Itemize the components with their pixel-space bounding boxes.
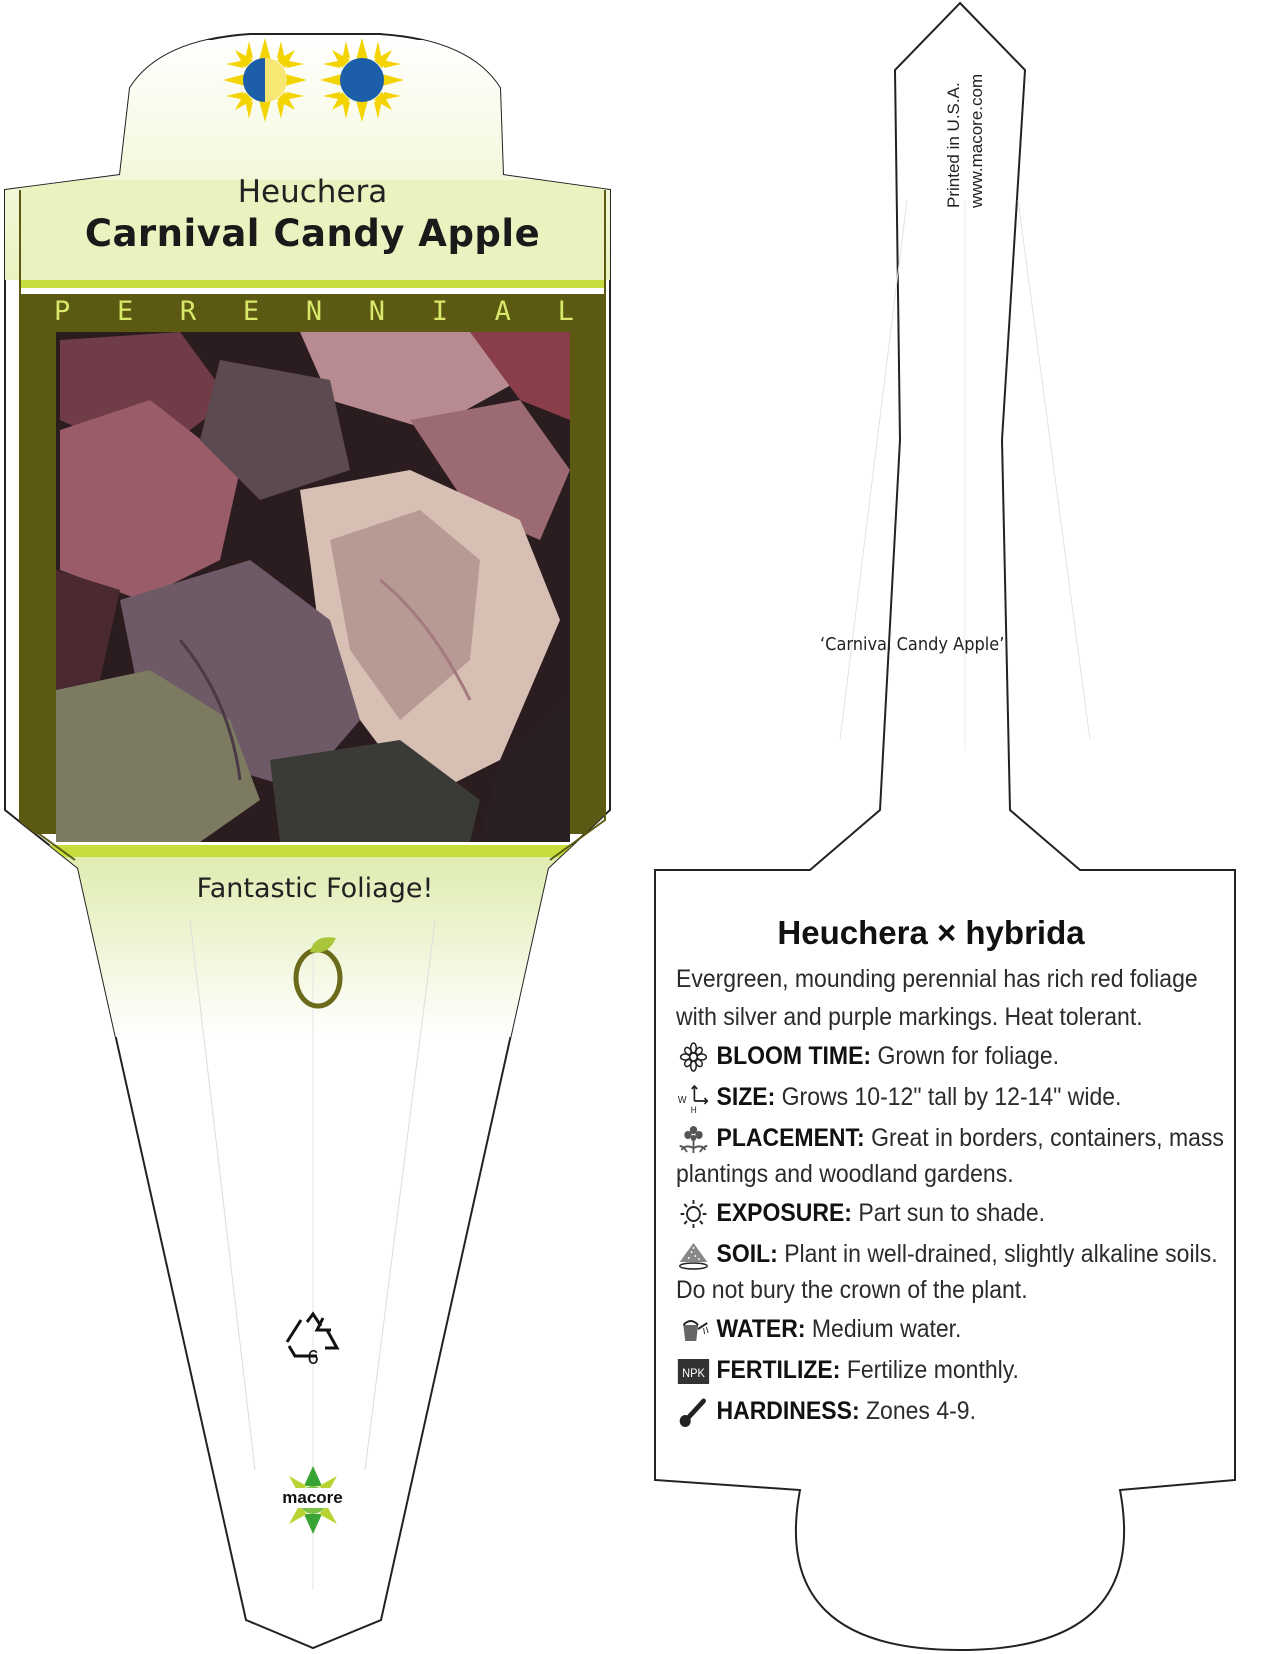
care-label: WATER: [716, 1315, 806, 1343]
common-name: Heuchera [237, 174, 388, 210]
placement-icon [676, 1124, 711, 1154]
care-text-continued: plantings and woodland gardens. [676, 1160, 1014, 1188]
category-letter: P [54, 296, 71, 327]
category-letter: N [368, 296, 386, 327]
care-text: Great in borders, containers, mass [871, 1124, 1224, 1152]
tagline: Fantastic Foliage! [196, 873, 434, 904]
category-letter: L [557, 296, 574, 327]
care-text: Zones 4-9. [866, 1397, 976, 1425]
size-w: W [677, 1095, 687, 1107]
website: www.macore.com [967, 73, 986, 208]
care-label: FERTILIZE: [716, 1356, 841, 1384]
care-label: BLOOM TIME: [716, 1042, 872, 1070]
recycle-code: 6 [307, 1347, 319, 1369]
size-icon [676, 1083, 711, 1113]
flower-icon [676, 1042, 711, 1072]
care-row-soil [676, 1234, 1219, 1275]
care-text: Grown for foliage. [877, 1042, 1060, 1070]
npk-icon [676, 1356, 711, 1386]
category-letter: R [179, 296, 197, 327]
care-row-placement [676, 1118, 1224, 1159]
care-row-exposure [676, 1193, 1219, 1234]
care-text: Medium water. [811, 1315, 962, 1343]
botanical-name: Heuchera × hybrida [777, 914, 1085, 951]
category-letter: N [305, 296, 323, 327]
care-row-size [676, 1077, 1219, 1118]
shade-icon [320, 38, 404, 122]
print-info [942, 74, 988, 208]
category-label [54, 296, 574, 327]
part-sun-icon [223, 38, 307, 122]
plant-photo [56, 332, 570, 842]
soil-icon [676, 1240, 711, 1270]
care-text: Fertilize monthly. [846, 1356, 1019, 1384]
cultivar-label: ‘Carnival Candy Apple’ [820, 634, 1005, 655]
care-text: Part sun to shade. [858, 1199, 1046, 1227]
size-h: H [690, 1105, 697, 1114]
care-label: SOIL: [716, 1240, 778, 1268]
care-row-hardiness [676, 1391, 1219, 1432]
watering-can-icon [676, 1315, 711, 1345]
care-text: Grows 10-12" tall by 12-14" wide. [781, 1083, 1122, 1111]
category-letter: A [494, 296, 511, 327]
care-text: Plant in well-drained, slightly alkaline soils. [784, 1240, 1218, 1268]
sun-icon [676, 1199, 711, 1229]
care-row-fertilize [676, 1350, 1219, 1391]
care-label: EXPOSURE: [716, 1199, 852, 1227]
category-letter: I [431, 296, 448, 327]
description: Evergreen, mounding perennial has rich red foliage with silver and purple markings. Heat tolerant. [676, 965, 1198, 1031]
care-text-continued: Do not bury the crown of the plant. [676, 1276, 1028, 1304]
care-label: SIZE: [716, 1083, 776, 1111]
care-info [676, 914, 1236, 1432]
cultivar-name: Carnival Candy Apple [84, 212, 541, 255]
care-label: PLACEMENT: [716, 1124, 865, 1152]
printed-in: Printed in U.S.A. [944, 82, 963, 208]
thermometer-icon [676, 1397, 711, 1427]
care-row-bloom [676, 1036, 1219, 1077]
care-row-water [676, 1309, 1219, 1350]
category-letter: E [242, 296, 260, 327]
brand-name: macore [282, 1488, 343, 1507]
category-letter: E [116, 296, 134, 327]
care-label: HARDINESS: [716, 1397, 860, 1425]
npk-text: NPK [682, 1368, 705, 1381]
